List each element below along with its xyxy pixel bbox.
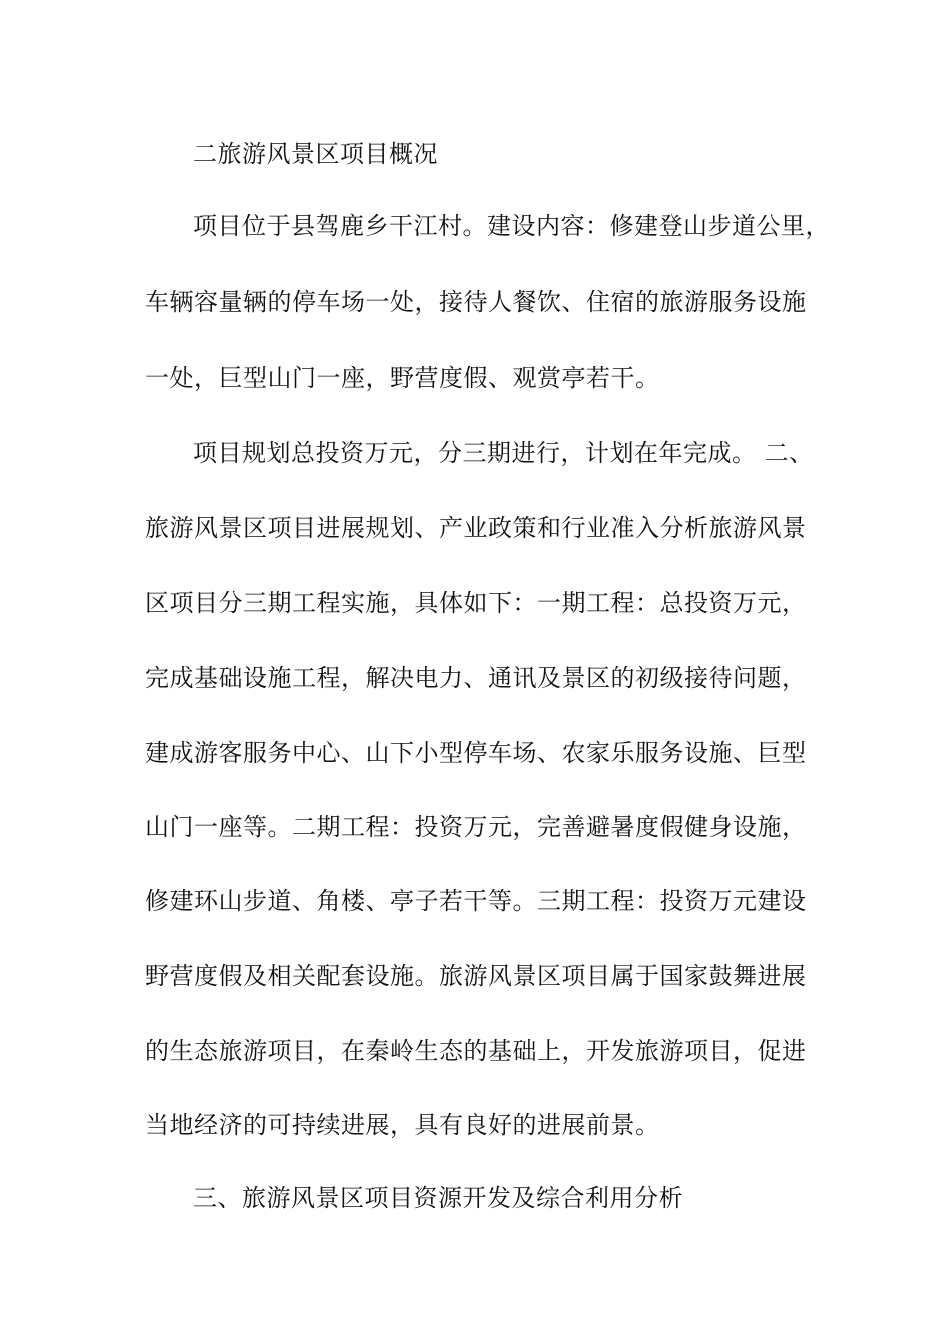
paragraph-line: 一处，巨型山门一座，野营度假、观赏亭若干。 [145,364,660,392]
section-heading-three: 三、旅游风景区项目资源开发及综合利用分析 [193,1184,683,1212]
section-heading-overview: 二旅游风景区项目概况 [193,140,438,168]
paragraph-line: 山门一座等。二期工程：投资万元，完善避暑度假健身设施， [145,813,807,841]
paragraph-line: 完成基础设施工程，解决电力、通讯及景区的初级接待问题， [145,664,807,692]
paragraph-line: 建成游客服务中心、山下小型停车场、农家乐服务设施、巨型 [145,739,807,767]
paragraph-line: 野营度假及相关配套设施。旅游风景区项目属于国家鼓舞进展 [145,962,807,990]
paragraph-line: 区项目分三期工程实施，具体如下：一期工程：总投资万元， [145,589,807,617]
paragraph-line: 车辆容量辆的停车场一处，接待人餐饮、住宿的旅游服务设施 [145,288,807,316]
paragraph-line: 的生态旅游项目，在秦岭生态的基础上，开发旅游项目，促进 [145,1037,807,1065]
paragraph-line: 项目位于县驾鹿乡干江村。建设内容：修建登山步道公里， [193,212,830,240]
paragraph-line: 项目规划总投资万元，分三期进行，计划在年完成。 二、 [193,439,814,467]
paragraph-line: 当地经济的可持续进展，具有良好的进展前景。 [145,1111,660,1139]
paragraph-line: 旅游风景区项目进展规划、产业政策和行业准入分析旅游风景 [145,514,807,542]
paragraph-line: 修建环山步道、角楼、亭子若干等。三期工程：投资万元建设 [145,887,807,915]
